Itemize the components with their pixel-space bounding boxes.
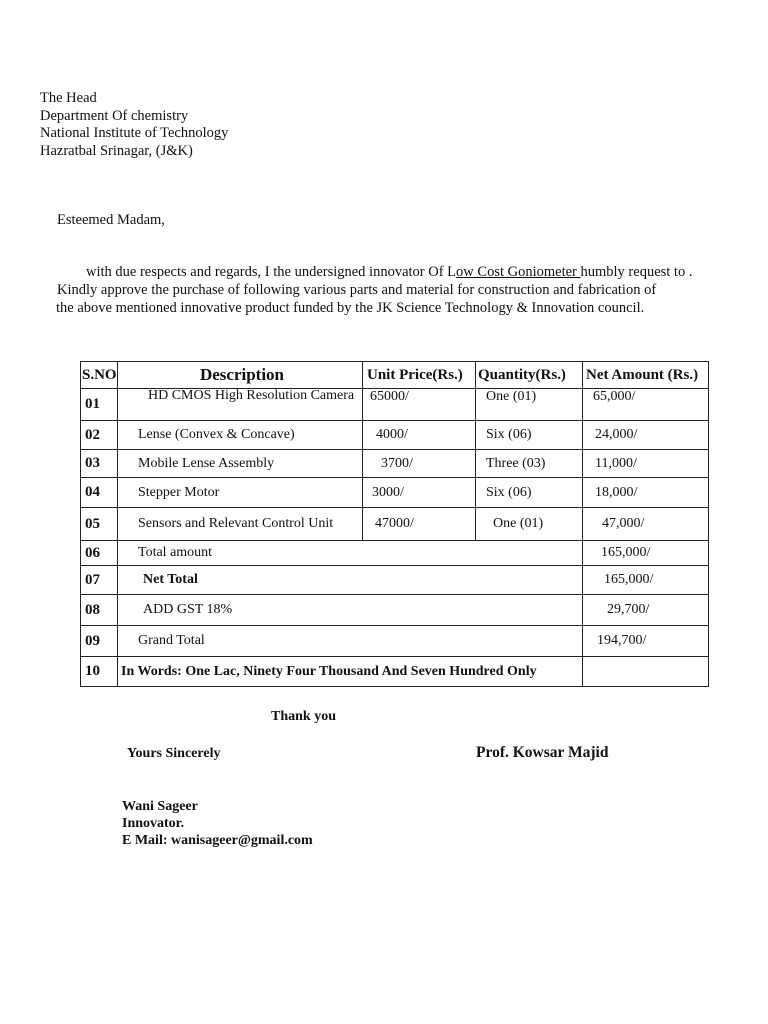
table-row [81, 389, 709, 421]
total-label: Total amount [118, 541, 583, 566]
header-net-amount: Net Amount (Rs.) [583, 362, 709, 389]
letter-body [56, 263, 692, 317]
row-net-amount: 24,000/ [583, 421, 709, 450]
body-line-3: the above mentioned innovative product funded by the JK Science Technology & Innovation council. [56, 300, 645, 316]
total-amount: 194,700/ [583, 626, 709, 657]
header-description: Description [118, 362, 363, 389]
table-row [81, 508, 709, 541]
row-quantity: One (01) [476, 389, 583, 421]
header-quantity: Quantity(Rs.) [476, 362, 583, 389]
project-name: ow Cost Goniometer [456, 264, 581, 280]
address-line: Department Of chemistry [40, 107, 189, 124]
totals-row [81, 595, 709, 626]
total-label: ADD GST 18% [118, 595, 583, 626]
body-line-1-post: humbly request to . [580, 264, 693, 280]
row-description: Stepper Motor [118, 478, 363, 508]
row-net-amount: 47,000/ [583, 508, 709, 541]
total-label: Net Total [118, 566, 583, 595]
row-sno: 01 [81, 389, 118, 421]
address-line: The Head [40, 90, 97, 106]
row-description: HD CMOS High Resolution Camera [118, 389, 363, 421]
row-unit-price: 3700/ [363, 450, 476, 478]
row-quantity: Six (06) [476, 421, 583, 450]
empty-cell [583, 657, 709, 687]
row-quantity: Three (03) [476, 450, 583, 478]
row-sno: 09 [81, 626, 118, 657]
professor-name: Prof. Kowsar Majid [476, 744, 609, 761]
sender-role: Innovator. [122, 816, 185, 831]
body-line-2: Kindly approve the purchase of following various parts and material for construction and fabrication of [57, 282, 657, 298]
recipient-address [40, 90, 228, 160]
total-label: Grand Total [118, 626, 583, 657]
row-quantity: One (01) [476, 508, 583, 541]
row-unit-price: 3000/ [363, 478, 476, 508]
totals-row [81, 566, 709, 595]
row-net-amount: 65,000/ [583, 389, 709, 421]
total-amount: 165,000/ [583, 541, 709, 566]
yours-sincerely: Yours Sincerely [127, 746, 221, 761]
row-sno: 02 [81, 421, 118, 450]
address-line: Hazratbal Srinagar, (J&K) [40, 142, 193, 159]
row-description: Sensors and Relevant Control Unit [118, 508, 363, 541]
row-sno: 04 [81, 478, 118, 508]
amount-in-words: In Words: One Lac, Ninety Four Thousand And Seven Hundred Only [118, 657, 583, 687]
row-quantity: Six (06) [476, 478, 583, 508]
table-row [81, 421, 709, 450]
table-row [81, 450, 709, 478]
total-amount: 29,700/ [583, 595, 709, 626]
signature-block [122, 798, 313, 849]
row-sno: 06 [81, 541, 118, 566]
row-sno: 03 [81, 450, 118, 478]
row-net-amount: 11,000/ [583, 450, 709, 478]
address-line: National Institute of Technology [40, 125, 229, 141]
row-net-amount: 18,000/ [583, 478, 709, 508]
header-sno: S.NO [81, 362, 118, 389]
row-sno: 08 [81, 595, 118, 626]
totals-row [81, 626, 709, 657]
table-row [81, 478, 709, 508]
sender-name: Wani Sageer [122, 799, 198, 814]
totals-row [81, 541, 709, 566]
words-row [81, 657, 709, 687]
row-unit-price: 4000/ [363, 421, 476, 450]
row-sno: 07 [81, 566, 118, 595]
body-line-1-pre: with due respects and regards, I the undersigned innovator Of L [86, 264, 457, 280]
body-line-1 [56, 263, 692, 281]
row-description: Lense (Convex & Concave) [118, 421, 363, 450]
total-amount: 165,000/ [583, 566, 709, 595]
row-unit-price: 65000/ [363, 389, 476, 421]
table-header-row [81, 362, 709, 389]
thank-you: Thank you [271, 709, 336, 724]
row-unit-price: 47000/ [363, 508, 476, 541]
sender-email: E Mail: wanisageer@gmail.com [122, 833, 313, 848]
row-description: Mobile Lense Assembly [118, 450, 363, 478]
row-sno: 10 [81, 657, 118, 687]
row-sno: 05 [81, 508, 118, 541]
salutation: Esteemed Madam, [57, 212, 165, 228]
header-unit-price: Unit Price(Rs.) [363, 362, 476, 389]
purchase-table [80, 361, 709, 687]
